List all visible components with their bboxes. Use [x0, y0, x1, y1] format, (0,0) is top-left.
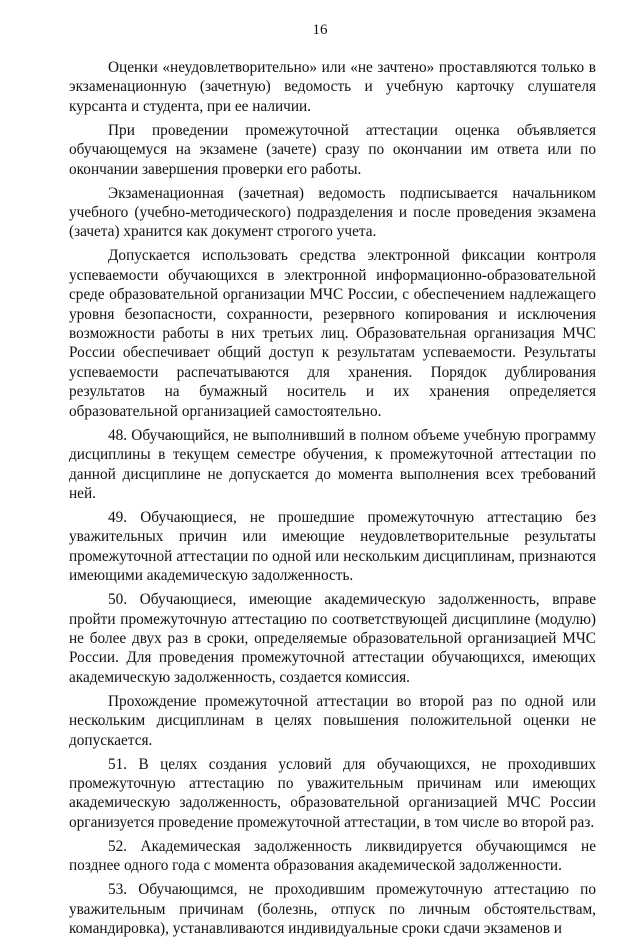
document-body: [69, 58, 596, 943]
paragraph-second-attempt: Прохождение промежуточной аттестации во второй раз по одной или нескольким дисциплинам в целях повышения положительной оценки не допускается.: [69, 692, 596, 749]
paragraph-item-49: 49. Обучающиеся, не прошедшие промежуточную аттестацию без уважительных причин или имеющие неудовлетворительные результаты промежуточной аттестации по одной или нескольким дисциплинам, признаются имеющими академическую задолженность.: [69, 508, 596, 585]
paragraph-item-50: 50. Обучающиеся, имеющие академическую задолженность, вправе пройти промежуточную аттестацию по соответствующей дисциплине (модулю) не более двух раз в сроки, определяемые образовательной организацией МЧС России. Для проведения промежуточной аттестации обучающихся, имеющих академическую задолженность, создается комиссия.: [69, 591, 596, 686]
paragraph-item-53: 53. Обучающимся, не проходившим промежуточную аттестацию по уважительным причинам (болезнь, отпуск по личным обстоятельствам, командировка), устанавливаются индивидуальные сроки сдачи экзаменов и: [69, 881, 596, 937]
paragraph-grades-unsatisfactory: Оценки «неудовлетворительно» или «не зачтено» проставляются только в экзаменационную (зачетную) ведомость и учебную карточку слушателя курсанта и студента, при ее наличии.: [69, 59, 596, 115]
paragraph-electronic-records: Допускается использовать средства электронной фиксации контроля успеваемости обучающихся в электронной информационно-образовательной среде образовательной организации МЧС России, с обеспечением надлежащего уровня безопасности, сохранности, резервного копирования и исключения возможности работы в них третьих лиц. Образовательная организация МЧС России обеспечивает общий доступ к результатам успеваемости. Результаты успеваемости распечатываются для хранения. Порядок дублирования результатов на бумажный носитель и их хранения определяется образовательной организацией самостоятельно.: [69, 247, 596, 420]
paragraph-item-52: 52. Академическая задолженность ликвидируется обучающимся не позднее одного года с момента образования академической задолженности.: [69, 837, 596, 875]
paragraph-exam-record-signing: Экзаменационная (зачетная) ведомость подписывается начальником учебного (учебно-методического) подразделения и после проведения экзамена (зачета) хранится как документ строгого учета.: [69, 184, 596, 241]
paragraph-grade-announcement: При проведении промежуточной аттестации оценка объявляется обучающемуся на экзамене (зачете) сразу по окончании им ответа или по окончании завершения проверки его работы.: [69, 121, 596, 178]
paragraph-item-48: 48. Обучающийся, не выполнивший в полном объеме учебную программу дисциплины в текущем семестре обучения, к промежуточной аттестации по данной дисциплине не допускается до момента выполнения всех требований ней.: [69, 426, 596, 502]
page-number: 16: [312, 22, 328, 38]
paragraph-item-51: 51. В целях создания условий для обучающихся, не проходивших промежуточную аттестацию по уважительным причинам или имеющих академическую задолженность, образовательной организацией МЧС России организуется проведение промежуточной аттестации, в том числе во второй раз.: [69, 755, 596, 831]
